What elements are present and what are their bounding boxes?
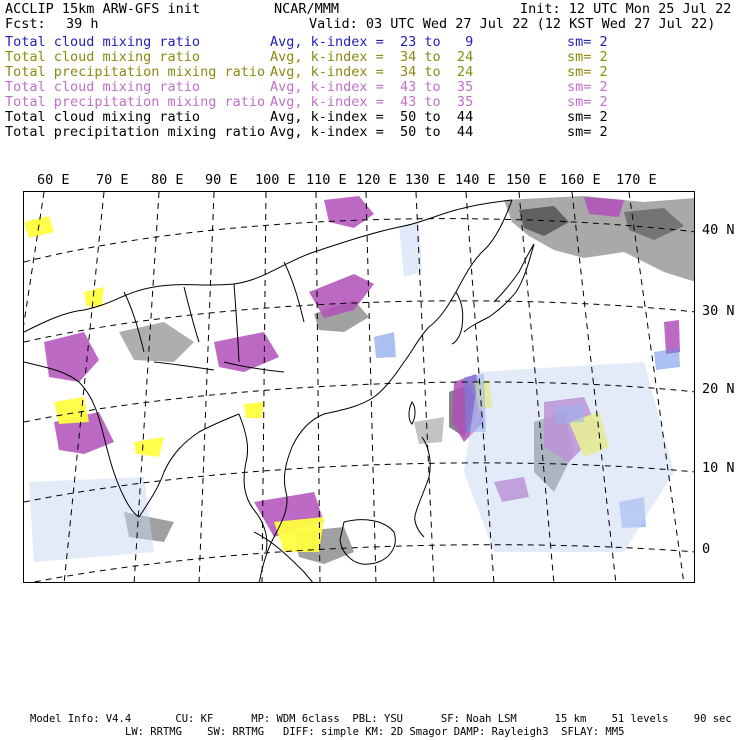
lon-label: 130 E (405, 172, 446, 188)
lon-label: 90 E (205, 172, 238, 188)
map-canvas (24, 192, 695, 583)
field-k-index: Avg, k-index = 34 to 24 (270, 49, 474, 65)
lon-label: 150 E (506, 172, 547, 188)
lat-label: 10 N (702, 460, 735, 476)
lon-label: 160 E (560, 172, 601, 188)
field-k-index: Avg, k-index = 34 to 24 (270, 64, 474, 80)
field-name: Total cloud mixing ratio (5, 109, 201, 125)
model-info-line2: LW: RRTMG SW: RRTMG DIFF: simple KM: 2D Smagor DAMP: Rayleigh3 SFLAY: MM5 (125, 726, 625, 738)
lat-label: 30 N (702, 303, 735, 319)
field-smoothing: sm= 2 (567, 49, 608, 65)
lon-label: 70 E (96, 172, 129, 188)
lon-label: 120 E (356, 172, 397, 188)
field-k-index: Avg, k-index = 23 to 9 (270, 34, 474, 50)
cloud-faint-shading (29, 362, 674, 562)
valid-time: Valid: 03 UTC Wed 27 Jul 22 (12 KST Wed 27 Jul 22) (309, 16, 716, 32)
field-smoothing: sm= 2 (567, 79, 608, 95)
map-panel (23, 191, 695, 583)
field-k-index: Avg, k-index = 50 to 44 (270, 109, 474, 125)
field-k-index: Avg, k-index = 50 to 44 (270, 124, 474, 140)
init-time: Init: 12 UTC Mon 25 Jul 22 (520, 1, 732, 17)
lon-label: 140 E (455, 172, 496, 188)
field-name: Total precipitation mixing ratio (5, 64, 266, 80)
field-smoothing: sm= 2 (567, 124, 608, 140)
lat-label: 40 N (702, 222, 735, 238)
lon-label: 110 E (306, 172, 347, 188)
field-name: Total precipitation mixing ratio (5, 124, 266, 140)
lon-label: 60 E (37, 172, 70, 188)
field-smoothing: sm= 2 (567, 34, 608, 50)
field-k-index: Avg, k-index = 43 to 35 (270, 79, 474, 95)
fcst-value: 39 h (66, 16, 99, 32)
lon-label: 80 E (151, 172, 184, 188)
org-label: NCAR/MMM (274, 1, 340, 17)
lat-label: 20 N (702, 381, 735, 397)
lat-label: 0 (702, 541, 711, 557)
model-info-line1: Model Info: V4.4 CU: KF MP: WDM 6class PBL: YSU SF: Noah LSM 15 km 51 levels 90 sec (30, 713, 732, 725)
field-k-index: Avg, k-index = 43 to 35 (270, 94, 474, 110)
lon-label: 170 E (616, 172, 657, 188)
field-smoothing: sm= 2 (567, 64, 608, 80)
field-name: Total cloud mixing ratio (5, 49, 201, 65)
field-name: Total cloud mixing ratio (5, 79, 201, 95)
field-name: Total precipitation mixing ratio (5, 94, 266, 110)
field-smoothing: sm= 2 (567, 94, 608, 110)
lon-label: 100 E (255, 172, 296, 188)
field-smoothing: sm= 2 (567, 109, 608, 125)
fcst-label: Fcst: (5, 16, 46, 32)
model-title: ACCLIP 15km ARW-GFS init (5, 1, 201, 17)
field-name: Total cloud mixing ratio (5, 34, 201, 50)
